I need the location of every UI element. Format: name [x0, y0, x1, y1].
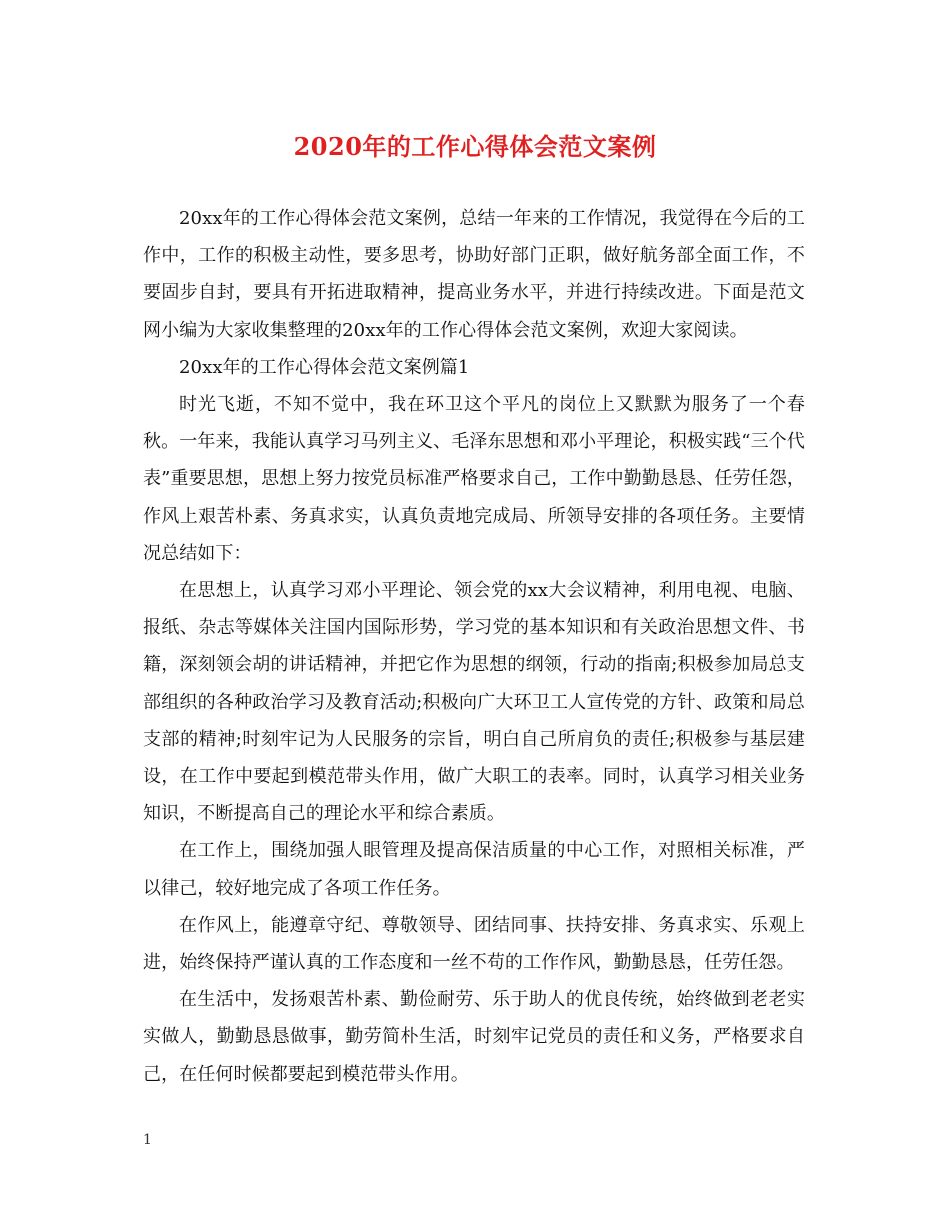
paragraph-work: 在工作上，围绕加强人眼管理及提高保洁质量的中心工作，对照相关标准，严以律己，较好地完成了各项工作任务。	[143, 840, 805, 899]
document-body	[143, 200, 805, 1093]
paragraph-overview: 时光飞逝，不知不觉中，我在环卫这个平凡的岗位上又默默为服务了一个春秋。一年来，我能认真学习马列主义、毛泽东思想和邓小平理论，积极实践“三个代表”重要思想，思想上努力按党员标准严格要求自己，工作中勤勤恳恳、任劳任怨，作风上艰苦朴素、务真求实，认真负责地完成局、所领导安排的各项任务。主要情况总结如下：	[143, 394, 805, 564]
paragraph-style: 在作风上，能遵章守纪、尊敬领导、团结同事、扶持安排、务真求实、乐观上进，始终保持严谨认真的工作态度和一丝不苟的工作作风，勤勤恳恳，任劳任怨。	[143, 914, 805, 974]
paragraph-life: 在生活中，发扬艰苦朴素、勤俭耐劳、乐于助人的优良传统，始终做到老老实实做人，勤勤恳恳做事，勤劳简朴生活，时刻牢记党员的责任和义务，严格要求自己，在任何时候都要起到模范带头作用。	[143, 989, 805, 1085]
paragraph-section-heading: 20xx年的工作心得体会范文案例篇1	[179, 356, 470, 378]
paragraph-intro: 20xx年的工作心得体会范文案例，总结一年来的工作情况，我觉得在今后的工作中，工作的积极主动性，要多思考，协助好部门正职，做好航务部全面工作，不要固步自封，要具有开拓进取精神，提高业务水平，并进行持续改进。下面是范文网小编为大家收集整理的20xx年的工作心得体会范文案例，欢迎大家阅读。	[143, 208, 805, 341]
page-number: 1	[143, 1132, 152, 1148]
paragraph-thought: 在思想上，认真学习邓小平理论、领会党的xx大会议精神，利用电视、电脑、报纸、杂志等媒体关注国内国际形势，学习党的基本知识和有关政治思想文件、书籍，深刻领会胡的讲话精神，并把它作为思想的纲领，行动的指南;积极参加局总支部组织的各种政治学习及教育活动;积极向广大环卫工人宣传党的方针、政策和局总支部的精神;时刻牢记为人民服务的宗旨，明白自己所肩负的责任;积极参与基层建设，在工作中要起到模范带头作用，做广大职工的表率。同时，认真学习相关业务知识，不断提高自己的理论水平和综合素质。	[143, 580, 805, 825]
document-title: 2020年的工作心得体会范文案例	[293, 132, 657, 161]
